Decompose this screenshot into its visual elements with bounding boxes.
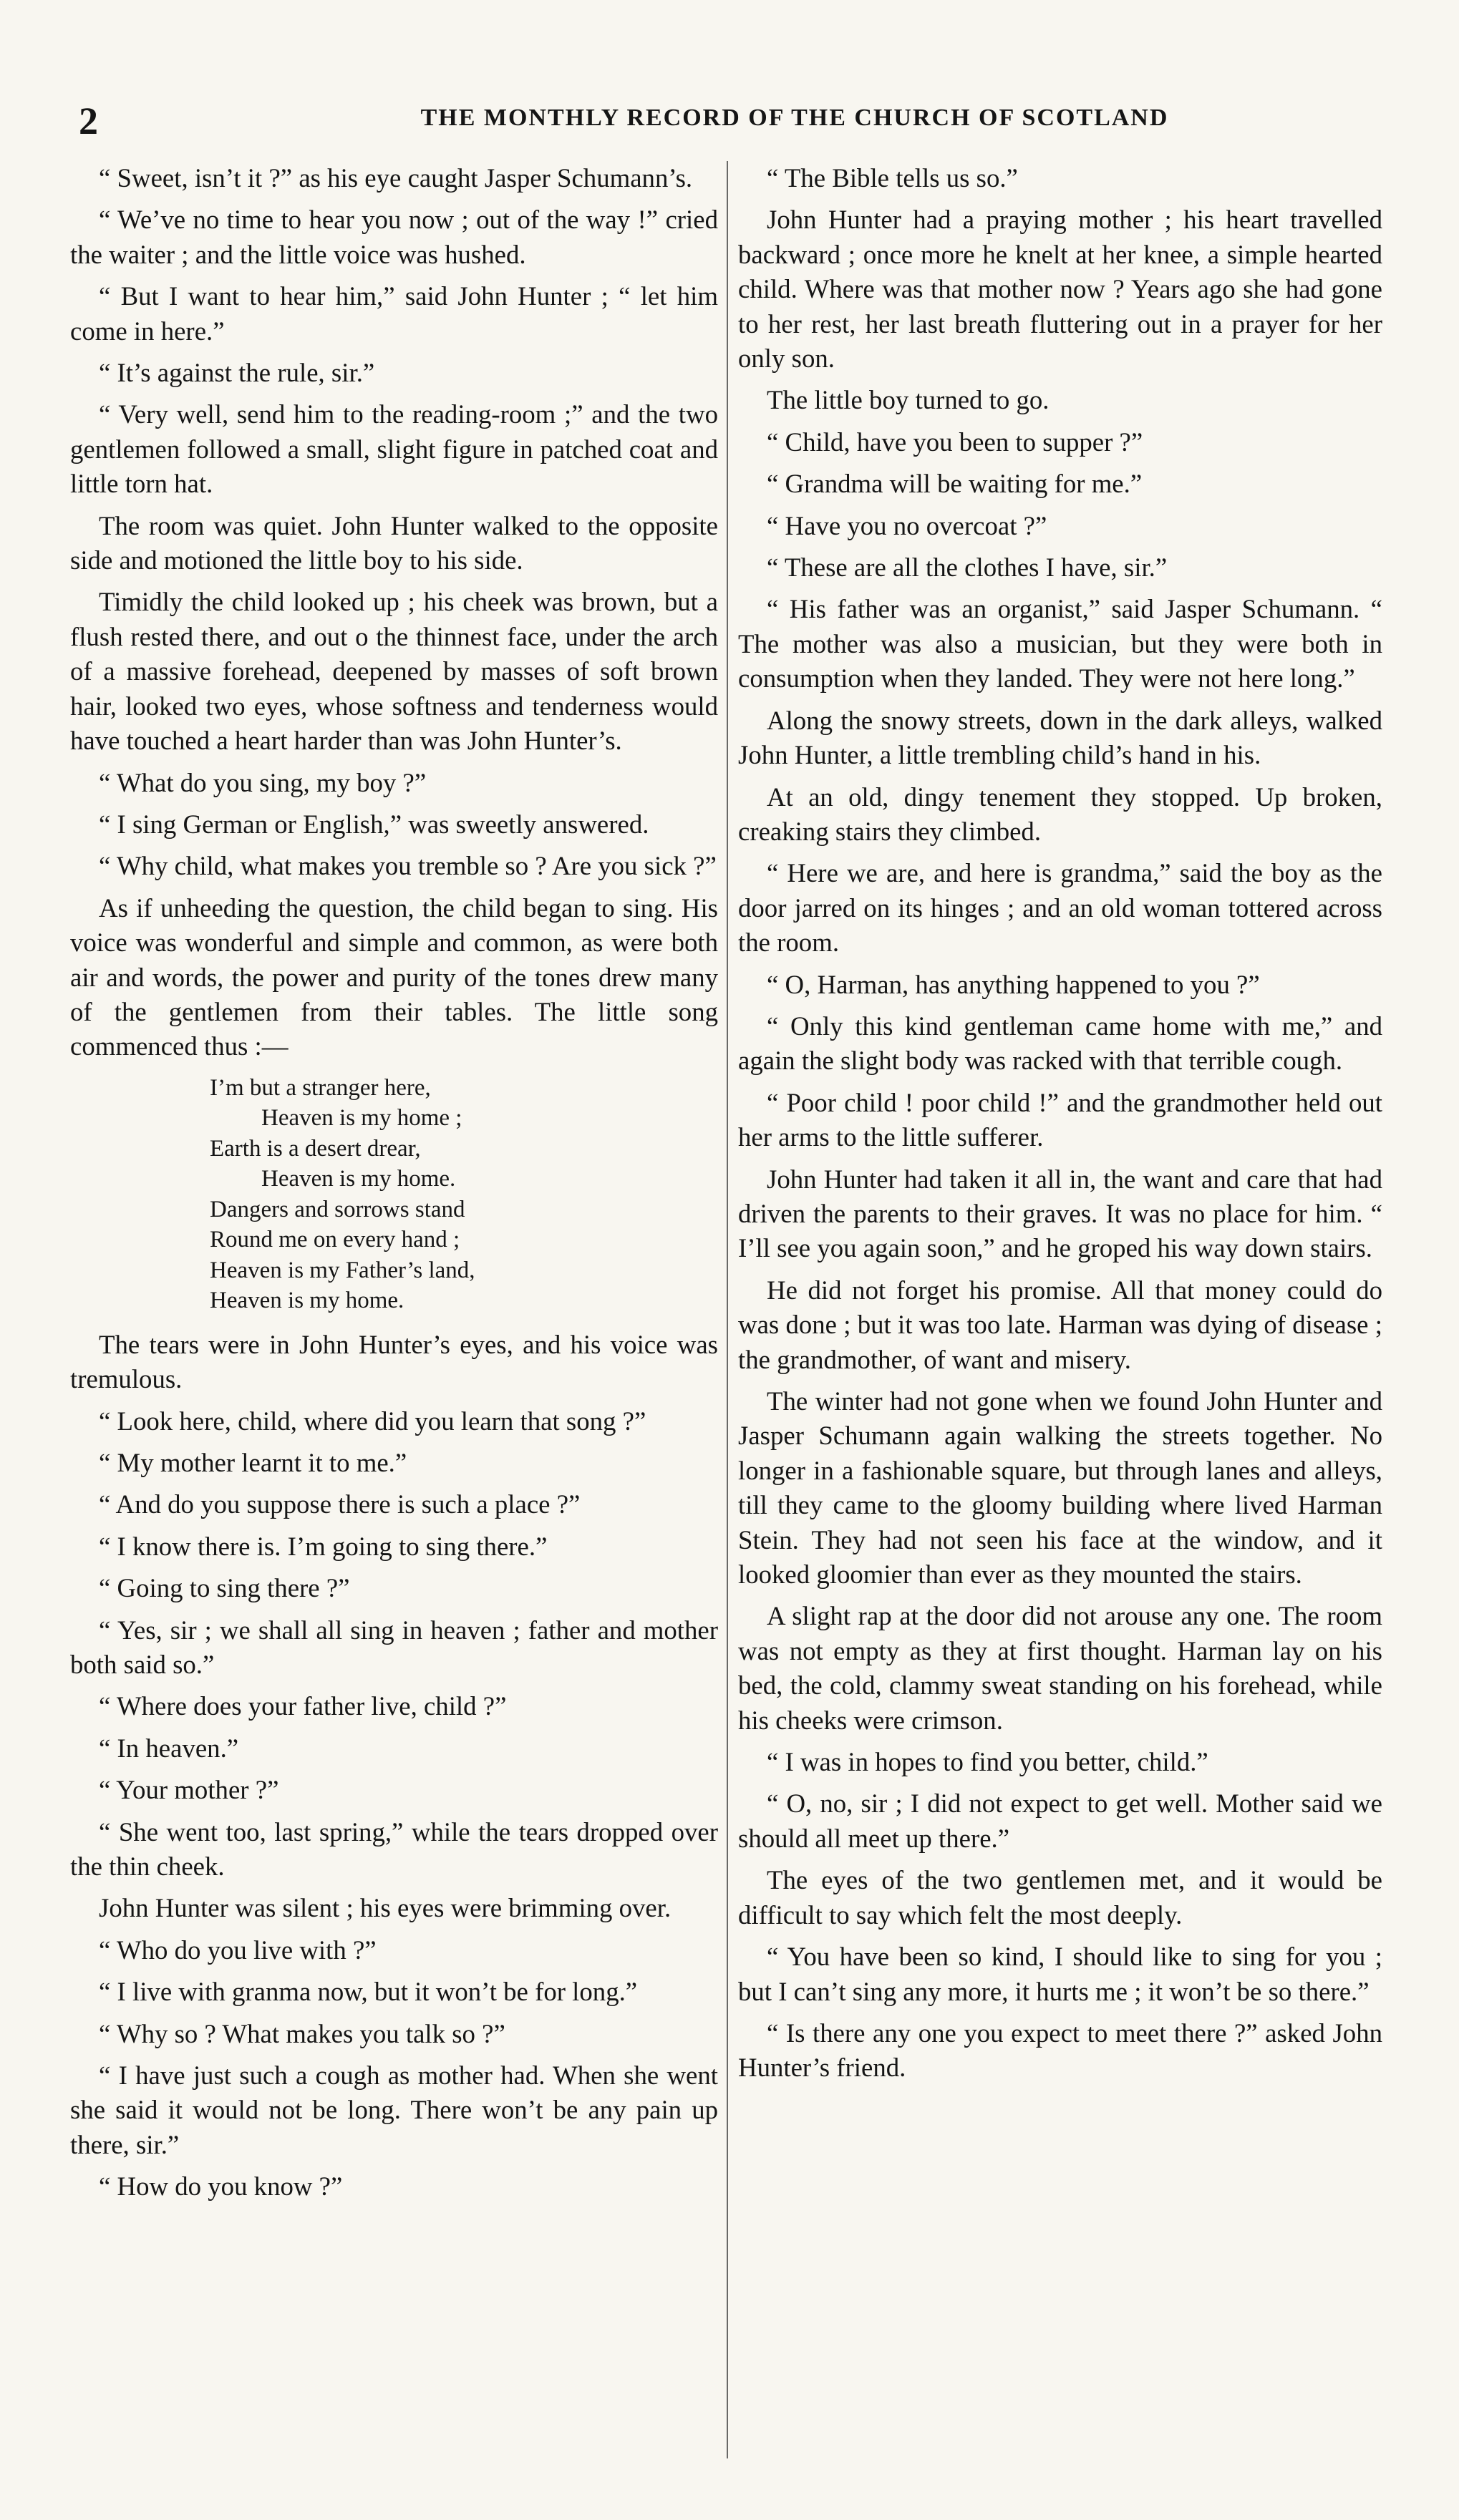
paragraph: The eyes of the two gentlemen met, and it would be difficult to say which felt the most deeply. xyxy=(738,1865,1382,1930)
paragraph: “ Only this kind gentleman came home with me,” and again the slight body was racked with that terrible cough. xyxy=(738,1011,1382,1076)
paragraph: “ Why child, what makes you tremble so ? Are you sick ?” xyxy=(99,851,717,881)
paragraph: Along the snowy streets, down in the dark alleys, walked John Hunter, a little trembling child’s hand in his. xyxy=(738,705,1382,770)
paragraph: “ Your mother ?” xyxy=(99,1775,279,1805)
paragraph: “ Sweet, isn’t it ?” as his eye caught Jasper Schumann’s. xyxy=(99,163,693,193)
paragraph: John Hunter had a praying mother ; his heart travelled backward ; once more he knelt at her knee, a simple hearted child. Where was that mother now ? Years ago she had gone to her rest, her last breath fluttering out in a prayer for her only son. xyxy=(738,205,1382,374)
paragraph: As if unheeding the question, the child began to sing. His voice was wonderful and simple and common, as were both air and words, the power and purity of the tones drew many of the gentlemen from their tables. The little song commenced thus :— xyxy=(70,892,718,1061)
paragraph: “ Yes, sir ; we shall all sing in heaven ; father and mother both said so.” xyxy=(70,1615,718,1679)
page-header xyxy=(79,99,1396,149)
paragraph: “ Have you no overcoat ?” xyxy=(767,510,1047,540)
column-divider xyxy=(727,161,728,2458)
paragraph: “ You have been so kind, I should like to sing for you ; but I can’t sing any more, it hurts me ; it won’t be so there.” xyxy=(738,1942,1382,2006)
paragraph: “ Is there any one you expect to meet there ?” asked John Hunter’s friend. xyxy=(738,2018,1382,2083)
paragraph: “ Who do you live with ?” xyxy=(99,1935,377,1965)
paragraph: “ And do you suppose there is such a place ?” xyxy=(99,1489,581,1519)
verse-line: I’m but a stranger here, xyxy=(210,1074,431,1101)
paragraph: “ We’ve no time to hear you now ; out of the way !” cried the waiter ; and the little voice was hushed. xyxy=(70,205,718,269)
paragraph: “ I sing German or English,” was sweetly answered. xyxy=(99,809,649,839)
right-column xyxy=(738,161,1382,2458)
left-column xyxy=(70,161,718,2458)
paragraph: “ Here we are, and here is grandma,” said the boy as the door jarred on its hinges ; and an old woman tottered across the room. xyxy=(738,858,1382,958)
paragraph: “ I have just such a cough as mother had. When she went she said it would not be long. There won’t be any pain up there, sir.” xyxy=(70,2061,718,2159)
paragraph: At an old, dingy tenement they stopped. Up broken, creaking stairs they climbed. xyxy=(738,782,1382,846)
paragraph: “ What do you sing, my boy ?” xyxy=(99,767,427,797)
paragraph: John Hunter had taken it all in, the want and care that had driven the parents to their graves. It was no place for him. “ I’ll see you again soon,” and he groped his way down stairs. xyxy=(738,1164,1382,1263)
verse-line: Heaven is my home ; xyxy=(261,1105,462,1132)
verse-line: Dangers and sorrows stand xyxy=(210,1196,465,1222)
paragraph: The winter had not gone when we found John Hunter and Jasper Schumann again walking the streets together. No longer in a fashionable square, but through lanes and alleys, till they came to the gloomy building where lived Harman Stein. They had not seen his face at the window, and it looked gloomier than ever as they mounted the stairs. xyxy=(738,1386,1382,1590)
verse-line: Heaven is my home. xyxy=(261,1166,456,1192)
paragraph: “ The Bible tells us so.” xyxy=(767,163,1018,193)
paragraph: The tears were in John Hunter’s eyes, and his voice was tremulous. xyxy=(70,1329,718,1394)
paragraph: “ Grandma will be waiting for me.” xyxy=(767,469,1143,499)
paragraph: Timidly the child looked up ; his cheek was brown, but a flush rested there, and out o the thinnest face, under the arch of a massive forehead, deepened by masses of soft brown hair, looked two eyes, whose softness and tenderness would have touched a heart harder than was John Hunter’s. xyxy=(70,587,718,756)
page-number: 2 xyxy=(79,99,98,142)
paragraph: A slight rap at the door did not arouse any one. The room was not empty as they at first thought. Harman lay on his bed, the cold, clammy sweat standing on his forehead, while his cheeks were crimson. xyxy=(738,1601,1382,1735)
paragraph: “ Going to sing there ?” xyxy=(99,1573,350,1603)
paragraph: “ Child, have you been to supper ?” xyxy=(767,427,1143,457)
paragraph: “ Where does your father live, child ?” xyxy=(99,1691,507,1721)
verse-line: Earth is a desert drear, xyxy=(210,1135,421,1162)
paragraph: “ Poor child ! poor child !” and the grandmother held out her arms to the little sufferer. xyxy=(738,1087,1382,1152)
paragraph: “ In heaven.” xyxy=(99,1733,239,1763)
paragraph: “ Why so ? What makes you talk so ?” xyxy=(99,2018,505,2048)
paragraph: The room was quiet. John Hunter walked to the opposite side and motioned the little boy to his side. xyxy=(70,510,718,575)
paragraph: “ Very well, send him to the reading-room ;” and the two gentlemen followed a small, slight figure in patched coat and little torn hat. xyxy=(70,399,718,499)
paragraph: “ I live with granma now, but it won’t be for long.” xyxy=(99,1977,638,2007)
paragraph: “ His father was an organist,” said Jasper Schumann. “ The mother was also a musician, but they were both in consumption when they landed. They were not here long.” xyxy=(738,594,1382,694)
paragraph: “ I was in hopes to find you better, child.” xyxy=(767,1747,1208,1777)
paragraph: “ I know there is. I’m going to sing there.” xyxy=(99,1531,548,1561)
verse-line: Round me on every hand ; xyxy=(210,1227,460,1253)
paragraph: John Hunter was silent ; his eyes were brimming over. xyxy=(99,1893,672,1923)
paragraph: “ How do you know ?” xyxy=(99,2171,343,2202)
paragraph: “ O, no, sir ; I did not expect to get well. Mother said we should all meet up there.” xyxy=(738,1789,1382,1853)
paragraph: “ O, Harman, has anything happened to you ?” xyxy=(767,969,1260,999)
paragraph: “ These are all the clothes I have, sir.” xyxy=(767,553,1168,583)
verse-line: Heaven is my Father’s land, xyxy=(210,1257,475,1283)
paragraph: “ My mother learnt it to me.” xyxy=(99,1447,407,1477)
paragraph: “ But I want to hear him,” said John Hunter ; “ let him come in here.” xyxy=(70,281,718,346)
paragraph: He did not forget his promise. All that money could do was done ; but it was too late. Harman was dying of disease ; the grandmother, of want and misery. xyxy=(738,1275,1382,1374)
paragraph: “ She went too, last spring,” while the tears dropped over the thin cheek. xyxy=(70,1816,718,1882)
paragraph: “ Look here, child, where did you learn that song ?” xyxy=(99,1406,646,1436)
verse-line: Heaven is my home. xyxy=(210,1288,404,1314)
running-title: THE MONTHLY RECORD OF THE CHURCH OF SCOTLAND xyxy=(420,104,1169,131)
paragraph: “ It’s against the rule, sir.” xyxy=(99,358,375,388)
song-verse xyxy=(210,1073,718,1316)
paragraph: The little boy turned to go. xyxy=(767,385,1050,415)
